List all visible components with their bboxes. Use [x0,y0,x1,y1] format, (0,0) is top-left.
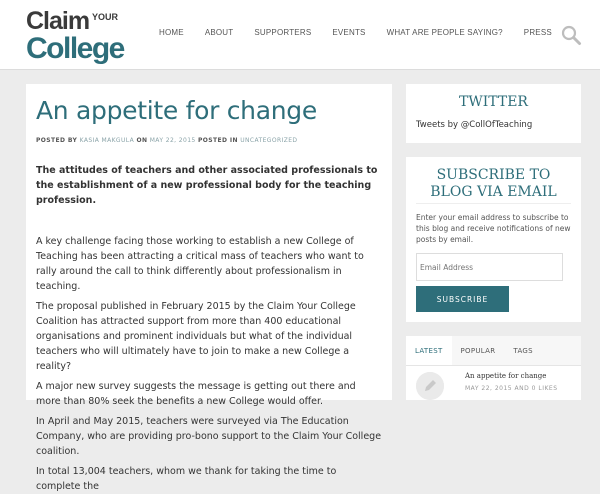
tabbed-posts-widget [406,336,581,400]
logo-word-college: College [26,32,124,65]
post-author-link[interactable]: KASIA MAKGULA [79,137,135,144]
post-paragraph: A major new survey suggests the message is getting out there and more than 80% seek the benefits a new College would offer. [36,381,356,407]
post-paragraph: In April and May 2015, teachers were surveyed via The Education Company, who are providing pro-bono support to the Claim Your College coalition. [36,416,382,457]
tab-popular[interactable]: POPULAR [460,347,496,355]
list-item[interactable] [406,366,581,400]
subscribe-description: Enter your email address to subscribe to this blog and receive notifications of new posts by email. [416,213,571,244]
nav-press[interactable]: PRESS [523,28,552,37]
nav-home[interactable]: HOME [159,28,184,37]
main-nav [159,28,552,37]
site-header [0,0,600,70]
on-label: ON [136,137,148,144]
subscribe-widget [406,157,581,322]
latest-post-meta: MAY 22, 2015 AND 0 LIKES [465,385,558,392]
latest-post-title[interactable]: An appetite for change [465,372,547,380]
twitter-widget-title: TWITTER [459,94,528,110]
subscribe-widget-title: SUBSCRIBE TO BLOG VIA EMAIL [416,167,571,204]
nav-events[interactable]: EVENTS [332,28,366,37]
site-logo[interactable] [26,9,126,63]
post-paragraph: The proposal published in February 2015 by the Claim Your College Coalition has attracted support from more than 400 educational organisations and prominent individuals but what of the individual teachers who will ultimately have to join to make a new College a reality? [36,301,356,372]
post-category-link[interactable]: UNCATEGORIZED [240,137,298,144]
nav-supporters[interactable]: SUPPORTERS [254,28,312,37]
blog-post [26,84,392,492]
widget-tabs [406,336,581,366]
post-meta [36,137,382,144]
subscribe-button[interactable]: SUBSCRIBE [416,286,509,312]
twitter-timeline-link[interactable]: Tweets by @CollOfTeaching [416,120,533,130]
email-field[interactable] [416,253,563,281]
post-title[interactable]: An appetite for change [36,96,317,125]
post-paragraph: In total 13,004 teachers, whom we thank for taking the time to complete the [36,466,337,492]
posted-by-label: POSTED BY [36,137,78,144]
post-paragraph: A key challenge facing those working to establish a new College of Teaching has been attracting a critical mass of teachers who want to rally around the call to think differently about professionalism in teaching. [36,236,364,292]
post-date-link[interactable]: MAY 22, 2015 [149,137,196,144]
post-thumbnail-pencil-icon [416,372,444,400]
search-icon[interactable] [561,25,581,45]
logo-word-your: YOUR [92,12,119,22]
tab-tags[interactable]: TAGS [513,347,533,355]
post-lead: The attitudes of teachers and other associated professionals to the establishment of a new professional body for the teaching profession. [36,165,378,206]
posted-in-label: POSTED IN [197,137,238,144]
logo-word-claim: Claim [26,7,90,35]
nav-what-are-people-saying[interactable]: WHAT ARE PEOPLE SAYING? [386,28,503,37]
twitter-widget [406,84,581,143]
tab-latest[interactable]: LATEST [406,336,452,365]
nav-about[interactable]: ABOUT [204,28,234,37]
